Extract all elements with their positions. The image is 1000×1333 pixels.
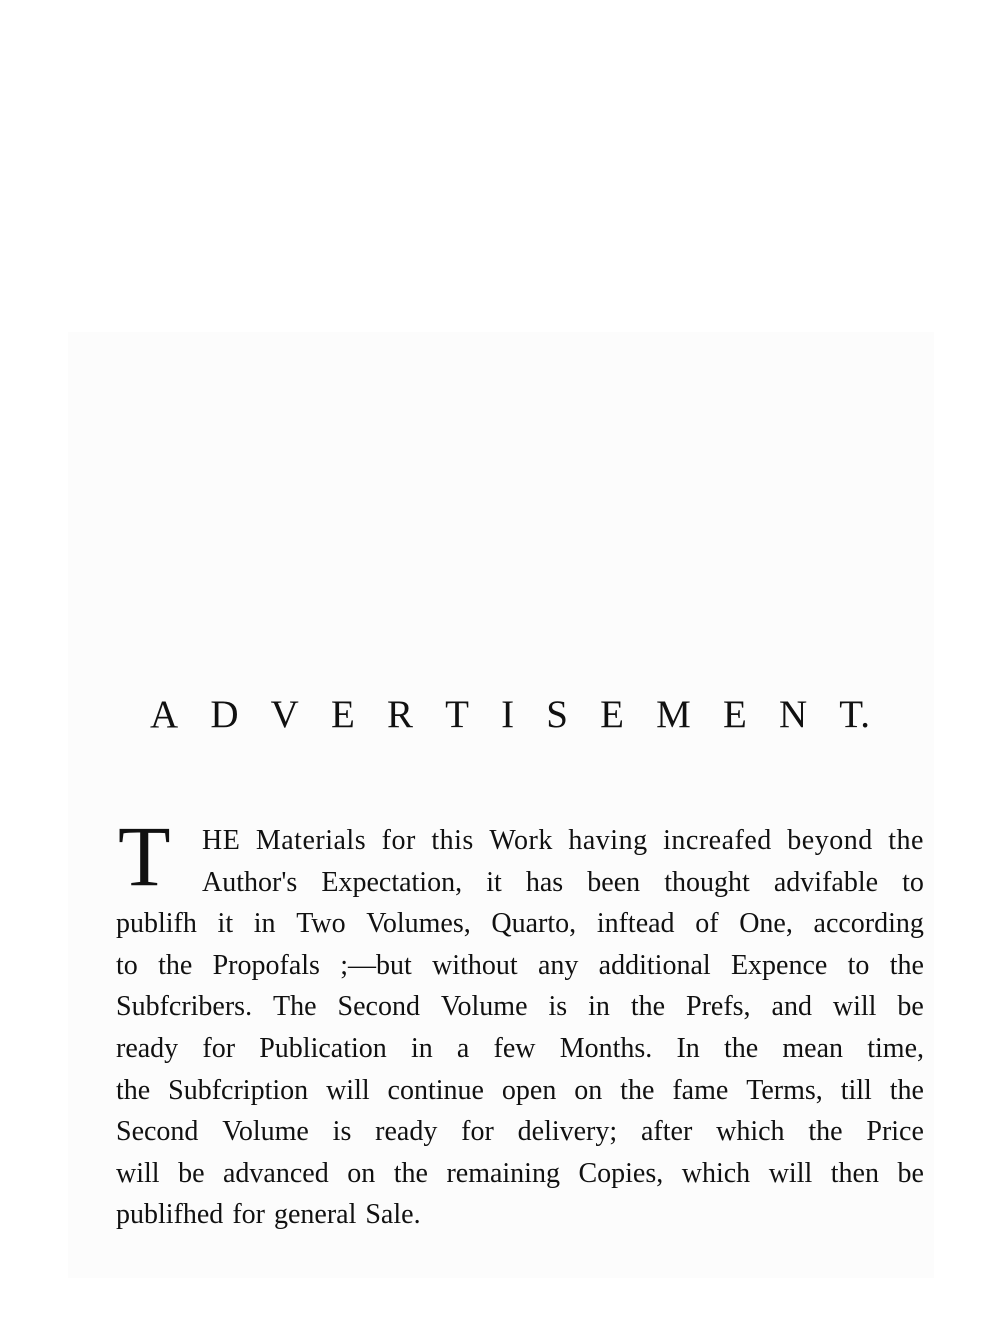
word: publifh	[116, 908, 197, 940]
word: Copies,	[578, 1157, 664, 1189]
word: and	[771, 991, 812, 1023]
word: will	[326, 1074, 370, 1106]
word: advanced	[223, 1157, 329, 1189]
heading-letter: V	[270, 693, 299, 736]
word: Volume	[440, 991, 528, 1023]
word: the	[620, 1074, 655, 1106]
word: delivery;	[517, 1116, 618, 1148]
word: a	[456, 1032, 470, 1064]
word: Materials	[255, 825, 367, 856]
text-line	[116, 1111, 924, 1153]
word: increafed	[663, 825, 772, 856]
word: Expectation,	[321, 866, 463, 898]
word: the	[116, 1074, 151, 1106]
word: for	[232, 1199, 265, 1231]
heading-letter: M	[656, 693, 691, 736]
word: ready	[116, 1032, 179, 1064]
word: having	[568, 825, 648, 856]
text-line	[116, 945, 924, 987]
word: after	[640, 1116, 693, 1148]
word: without	[432, 949, 518, 981]
word: ;—but	[340, 949, 412, 981]
word: which	[681, 1157, 751, 1189]
word: beyond	[787, 825, 873, 856]
word: has	[525, 866, 564, 898]
text-line	[116, 862, 924, 904]
text-line	[116, 1153, 924, 1195]
word: The	[273, 991, 317, 1023]
word: it	[486, 866, 502, 898]
word: in	[410, 1032, 433, 1064]
heading-letter: E	[330, 693, 355, 736]
word: in	[588, 991, 610, 1023]
word: HE	[202, 825, 241, 856]
word: will	[832, 991, 877, 1023]
heading-letter: R	[386, 693, 413, 736]
drop-cap: T	[118, 808, 171, 904]
word: One,	[739, 908, 793, 940]
word: Sale.	[365, 1199, 421, 1231]
word: Volume	[222, 1116, 309, 1148]
word: to	[847, 949, 870, 981]
word: Terms,	[746, 1074, 823, 1106]
word: ready	[375, 1116, 438, 1148]
word: Months.	[559, 1032, 653, 1064]
word: Publication	[259, 1032, 387, 1064]
word: additional	[598, 949, 711, 981]
word: will	[768, 1157, 813, 1189]
heading-letter: D	[210, 693, 239, 736]
word: according	[813, 908, 924, 940]
word: the	[630, 991, 666, 1023]
word: it	[217, 908, 234, 940]
word: Expence	[730, 949, 828, 981]
word: the	[158, 949, 193, 981]
word: for	[461, 1116, 494, 1148]
text-line	[116, 1070, 924, 1112]
word: time,	[867, 1032, 924, 1064]
word: inftead	[596, 908, 675, 940]
word: the	[889, 1074, 924, 1106]
heading-letter: N	[778, 693, 808, 736]
word: the	[889, 949, 924, 981]
word: be	[178, 1157, 205, 1189]
word: advifable	[773, 866, 879, 898]
word: remaining	[446, 1157, 560, 1189]
word: Two	[296, 908, 346, 940]
text-line	[116, 1194, 924, 1236]
word: of	[695, 908, 719, 940]
word: which	[716, 1116, 785, 1148]
word: fame	[672, 1074, 729, 1106]
word: the	[393, 1157, 428, 1189]
word: Prefs,	[686, 991, 751, 1023]
heading-letter: I	[501, 693, 515, 736]
word: will	[116, 1157, 160, 1189]
word: Quarto,	[491, 908, 577, 940]
word: this	[431, 825, 474, 856]
word: publifhed	[116, 1199, 224, 1231]
word: be	[897, 991, 924, 1023]
word: to	[116, 949, 138, 981]
heading-letter: T	[445, 693, 469, 736]
word: open	[501, 1074, 557, 1106]
word: on	[574, 1074, 603, 1106]
word: Propofals	[212, 949, 320, 981]
word: on	[347, 1157, 376, 1189]
word: Second	[337, 991, 420, 1023]
word: Subfcribers.	[116, 991, 253, 1023]
text-line	[116, 903, 924, 945]
word: general	[273, 1199, 357, 1231]
word: continue	[387, 1074, 484, 1106]
heading-letter: E	[722, 693, 747, 736]
word: the	[808, 1116, 843, 1148]
word: Second	[116, 1116, 199, 1148]
text-line	[116, 1028, 924, 1070]
text-line	[116, 820, 924, 862]
word: Subfcription	[168, 1074, 309, 1106]
heading-letter: E	[600, 693, 624, 736]
word: in	[253, 908, 276, 940]
word: any	[537, 949, 579, 981]
word: mean	[782, 1032, 844, 1064]
word: is	[332, 1116, 352, 1148]
word: to	[902, 866, 924, 898]
word: then	[830, 1157, 879, 1189]
heading-letter: T.	[839, 693, 870, 736]
advertisement-heading	[150, 690, 870, 740]
word: for	[381, 825, 416, 856]
word: Work	[489, 825, 553, 856]
word: thought	[664, 866, 750, 898]
heading-letter: A	[150, 693, 179, 736]
word: for	[202, 1032, 236, 1064]
word: be	[897, 1157, 924, 1189]
word: been	[587, 866, 641, 898]
word: In	[676, 1032, 700, 1064]
word: the	[888, 825, 924, 856]
word: few	[493, 1032, 536, 1064]
word: Volumes,	[366, 908, 471, 940]
text-line	[116, 986, 924, 1028]
word: the	[724, 1032, 759, 1064]
heading-letter: S	[546, 693, 568, 736]
advertisement-body	[116, 820, 924, 1236]
word: till	[840, 1074, 872, 1106]
word: Author's	[202, 866, 298, 898]
word: Price	[866, 1116, 924, 1148]
word: is	[548, 991, 568, 1023]
